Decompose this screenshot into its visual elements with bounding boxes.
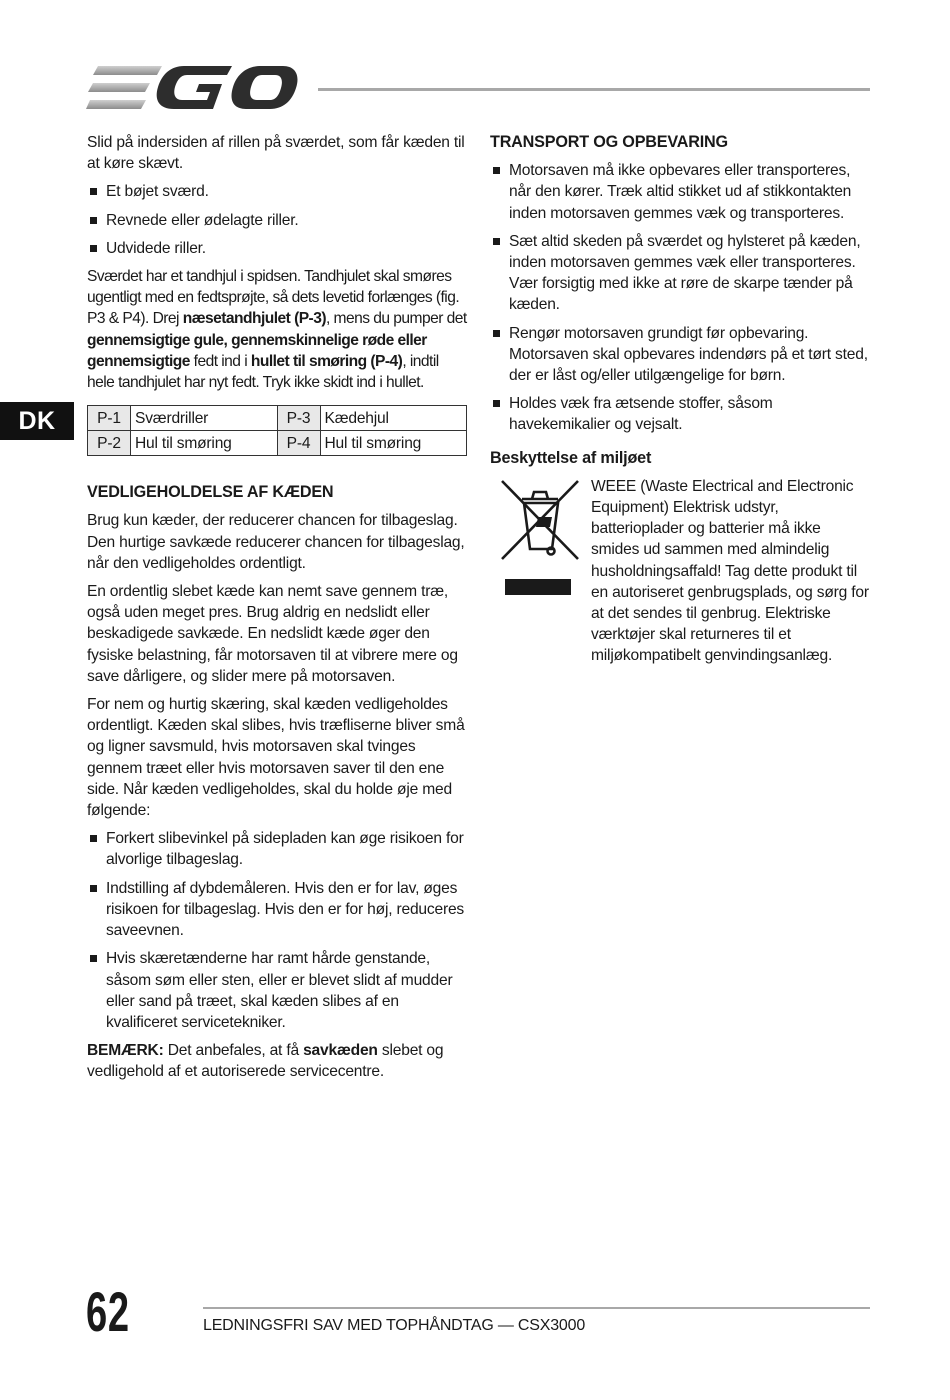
part-name: Sværdriller [131,406,278,431]
chain-maintenance-heading: VEDLIGEHOLDELSE AF KÆDEN [87,483,334,502]
note-label: BEMÆRK: [87,1042,164,1060]
header-rule [318,88,870,91]
list-item: Revnede eller ødelagte riller. [87,210,467,231]
list-item: Forkert slibevinkel på sidepladen kan øge risikoen for alvorlige tilbageslag. [87,828,467,870]
part-name: Hul til smøring [320,431,467,456]
list-item: Motorsaven må ikke opbevares eller transporteres, når den kører. Træk altid stikket ud af stikkontakten inden motorsaven gemmes væk og transporteres. [490,160,870,224]
chain-check-list [87,828,467,1033]
list-item: Indstilling af dybdemåleren. Hvis den er for lav, øges risikoen for tilbageslag. Hvis den er for høj, reduceres saveevnen. [87,878,467,942]
chain-paragraph-3: For nem og hurtig skæring, skal kæden vedligeholdes ordentligt. Kæden skal slibes, hvis træfliserne bliver små og ligner savsmuld, hvis motorsaven skal tvinges gennem træet eller hvis motorsaven saver til den ene side. Når kæden vedligeholdes, skal du holde øje med følgende: [87,696,465,820]
weee-paragraph: WEEE (Waste Electrical and Electronic Equipment) Elektrisk udstyr, batterioplader og batterier må ikke smides ud sammen med almindelig husholdningsaffald! Tag dette produkt til en autoriseret genbrugsplads, og sørg for at det sendes til genbrug. Elektriske værktøjer skal returneres til et miljøkompatibelt genvindingsanlæg. [591,477,869,665]
part-code: P-3 [277,406,320,431]
chain-paragraph-1: Brug kun kæder, der reducerer chancen for tilbageslag. Den hurtige savkæde reducerer chancen for tilbageslag, når den vedligeholdes ordentligt. [87,512,465,572]
page-number: 62 [86,1280,130,1343]
list-item: Rengør motorsaven grundigt før opbevaring. Motorsaven skal opbevares indendørs på et tørt sted, der er låst og/eller utilgængelige for børn. [490,323,870,387]
part-code: P-4 [277,431,320,456]
bar-damage-list [87,181,467,259]
footer-title: LEDNINGSFRI SAV MED TOPHÅNDTAG — CSX3000 [203,1317,586,1334]
left-column [87,132,467,1090]
right-column [490,132,870,674]
ego-logo [86,64,298,112]
footer-rule [203,1307,870,1309]
intro-paragraph: Slid på indersiden af rillen på sværdet, som får kæden til at køre skævt. [87,134,465,173]
transport-heading: TRANSPORT OG OPBEVARING [490,133,728,151]
list-item: Et bøjet sværd. [87,181,467,202]
sprocket-paragraph: Sværdet har et tandhjul i spidsen. Tandhjulet skal smøres ugentligt med en fedtsprøjte, så dets levetid forlænges (fig. P3 & P4). Drej næsetandhjulet (P-3), mens du pumper det gennemsigtige gule, gennemskinnelige røde eller gennemsigtige fedt ind i hullet til smøring (P-4), indtil hele tandhjulet har nyt fedt. Tryk ikke skidt ind i hullet. [87,268,467,392]
list-item: Sæt altid skeden på sværdet og hylsteret på kæden, inden motorsaven gemmes væk eller transporteres. Vær forsigtig med ikke at røre de skarpe tænder på kæden. [490,231,870,316]
list-item: Hvis skæretænderne har ramt hårde genstande, såsom søm eller sten, eller er blevet slidt af mudder eller sand på træet, skal kæden slibes af en kvalificeret servicetekniker. [87,948,467,1033]
part-code: P-2 [88,431,131,456]
table-row [88,431,467,456]
part-name: Hul til smøring [131,431,278,456]
crossed-bin-icon [500,479,580,595]
list-item: Holdes væk fra ætsende stoffer, såsom havekemikalier og vejsalt. [490,393,870,435]
part-code: P-1 [88,406,131,431]
parts-table [87,405,467,456]
chain-paragraph-2: En ordentlig slebet kæde kan nemt save gennem træ, også uden meget pres. Brug aldrig en nedslidt eller beskadigede savkæde. En nedslidt kæde øger den fysiske belastning, får motorsaven til at vibrere mere og save dårligere, og slider mere på motorsaven. [87,583,458,685]
part-name: Kædehjul [320,406,467,431]
weee-section [490,476,870,667]
environment-heading: Beskyttelse af miljøet [490,448,652,467]
table-row [88,406,467,431]
transport-list [490,160,870,435]
note-paragraph: BEMÆRK: Det anbefales, at få savkæden slebet og vedligehold af et autoriserede servicecentre. [87,1042,444,1081]
list-item: Udvidede riller. [87,238,467,259]
language-tab: DK [0,402,74,440]
